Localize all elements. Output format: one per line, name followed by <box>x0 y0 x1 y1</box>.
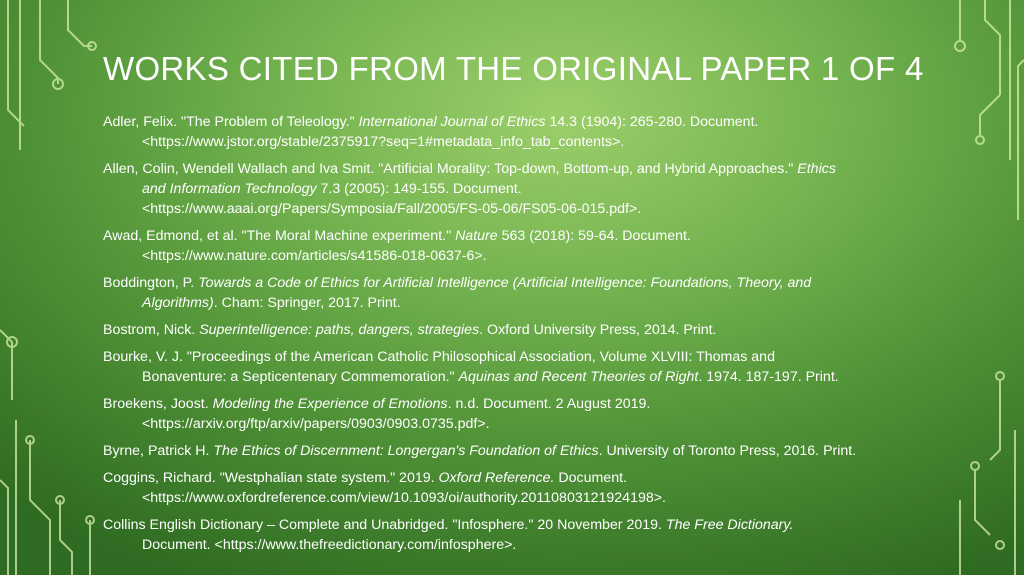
reference-line <box>103 112 923 132</box>
reference-item <box>103 112 923 152</box>
reference-line <box>103 226 923 246</box>
reference-italic-text: Towards a Code of Ethics for Artificial Intelligence (Artificial Intelligence: Foundations, Theory, and <box>198 275 812 291</box>
reference-item <box>103 394 923 434</box>
reference-text: Bourke, V. J. "Proceedings of the American Catholic Philosophical Association, Volume XLVIII: Thomas and <box>103 349 775 365</box>
reference-text: Adler, Felix. "The Problem of Teleology." <box>103 114 359 130</box>
reference-italic-text: Oxford Reference. <box>438 470 555 486</box>
reference-line <box>103 441 923 461</box>
reference-text: . n.d. Document. 2 August 2019. <box>447 396 651 412</box>
reference-text: <https://arxiv.org/ftp/arxiv/papers/0903/0903.0735.pdf>. <box>142 416 490 432</box>
reference-italic-text: The Free Dictionary. <box>665 517 794 533</box>
reference-italic-text: Algorithms) <box>142 295 214 311</box>
reference-line <box>103 367 923 387</box>
reference-line <box>103 414 923 434</box>
reference-line <box>103 320 923 340</box>
reference-text: Document. <https://www.thefreedictionary.com/infosphere>. <box>142 537 517 553</box>
reference-line <box>103 293 923 313</box>
reference-text: Bostrom, Nick. <box>103 322 200 338</box>
reference-text: Collins English Dictionary – Complete and Unabridged. "Infosphere." 20 November 2019. <box>103 517 666 533</box>
reference-text: Document. <box>554 470 627 486</box>
reference-text: <https://www.aaai.org/Papers/Symposia/Fall/2005/FS-05-06/FS05-06-015.pdf>. <box>142 201 642 217</box>
reference-text: . Oxford University Press, 2014. Print. <box>479 322 717 338</box>
reference-item <box>103 320 923 340</box>
reference-line <box>103 347 923 367</box>
reference-line <box>103 394 923 414</box>
reference-text: . Cham: Springer, 2017. Print. <box>213 295 401 311</box>
reference-italic-text: Ethics <box>797 161 836 177</box>
reference-line <box>103 246 923 266</box>
reference-italic-text: Superintelligence: paths, dangers, strategies <box>199 322 480 338</box>
reference-line <box>103 488 923 508</box>
reference-italic-text: International Journal of Ethics <box>358 114 546 130</box>
reference-line <box>103 132 923 152</box>
reference-text: <https://www.jstor.org/stable/2375917?seq=1#metadata_info_tab_contents>. <box>142 134 625 150</box>
reference-text: Coggins, Richard. "Westphalian state system." 2019. <box>103 470 439 486</box>
reference-line <box>103 515 923 535</box>
reference-text: Byrne, Patrick H. <box>103 443 214 459</box>
reference-italic-text: Nature <box>455 228 498 244</box>
reference-text: Awad, Edmond, et al. "The Moral Machine experiment." <box>103 228 456 244</box>
reference-line <box>103 179 923 199</box>
reference-italic-text: and Information Technology <box>142 181 317 197</box>
reference-item <box>103 347 923 387</box>
reference-text: Allen, Colin, Wendell Wallach and Iva Smit. "Artificial Morality: Top-down, Bottom-up, and Hybrid Approaches." <box>103 161 798 177</box>
reference-item <box>103 515 923 555</box>
reference-item <box>103 468 923 508</box>
references-list <box>103 112 923 562</box>
reference-line <box>103 159 923 179</box>
reference-line <box>103 535 923 555</box>
reference-text: Bonaventure: a Septicentenary Commemoration." <box>142 369 459 385</box>
reference-text: 7.3 (2005): 149-155. Document. <box>316 181 522 197</box>
reference-item <box>103 441 923 461</box>
reference-text: <https://www.nature.com/articles/s41586-018-0637-6>. <box>142 248 487 264</box>
reference-text: . 1974. 187-197. Print. <box>698 369 839 385</box>
reference-text: . University of Toronto Press, 2016. Print. <box>598 443 857 459</box>
slide-title: WORKS CITED FROM THE ORIGINAL PAPER 1 OF 4 <box>103 50 924 87</box>
reference-italic-text: Modeling the Experience of Emotions <box>212 396 448 412</box>
reference-italic-text: Aquinas and Recent Theories of Right <box>458 369 699 385</box>
reference-item <box>103 226 923 266</box>
reference-item <box>103 159 923 219</box>
reference-italic-text: The Ethics of Discernment: Longergan's Foundation of Ethics <box>213 443 599 459</box>
reference-text: Boddington, P. <box>103 275 199 291</box>
reference-text: 563 (2018): 59-64. Document. <box>497 228 691 244</box>
reference-text: Broekens, Joost. <box>103 396 213 412</box>
reference-text: <https://www.oxfordreference.com/view/10.1093/oi/authority.20110803121924198>. <box>142 490 666 506</box>
reference-text: 14.3 (1904): 265-280. Document. <box>545 114 759 130</box>
reference-line <box>103 468 923 488</box>
reference-line <box>103 273 923 293</box>
reference-item <box>103 273 923 313</box>
reference-line <box>103 199 923 219</box>
